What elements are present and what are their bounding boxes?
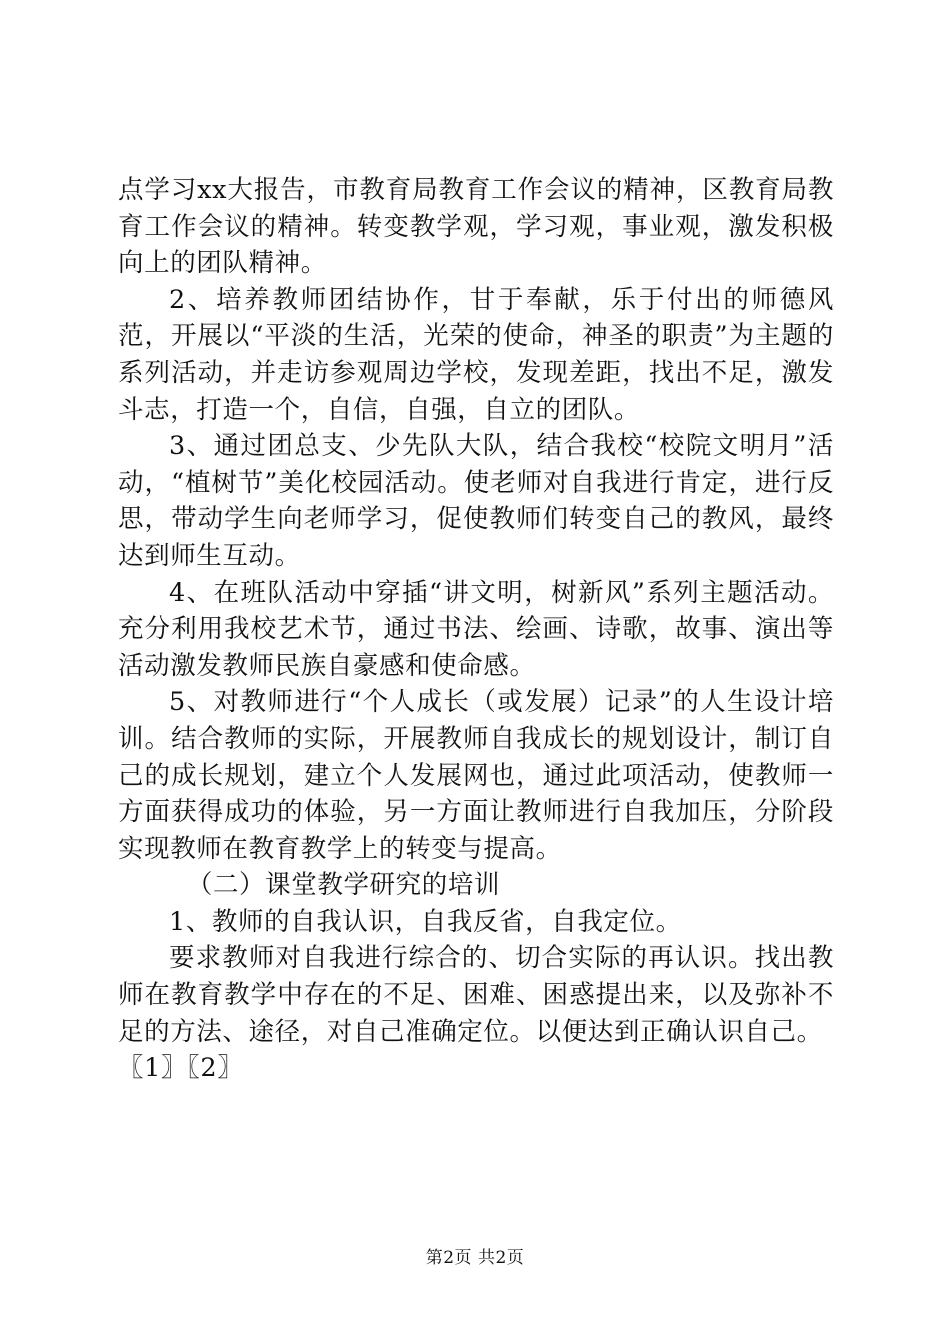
- reference-links: 〖1〗〖2〗: [118, 1053, 244, 1084]
- paragraph-2: 2、培养教师团结协作，甘于奉献，乐于付出的师德风范，开展以“平淡的生活，光荣的使命，神圣的职责”为主题的系列活动，并走访参观周边学校，发现差距，找出不足，激发斗志，打造一个，自信，自强，自立的团队。: [118, 284, 834, 425]
- paragraph-6: 1、教师的自我认识，自我反省，自我定位。: [169, 906, 682, 937]
- document-body: [118, 172, 834, 1087]
- paragraph-4: 4、在班队活动中穿插“讲文明，树新风”系列主题活动。充分利用我校艺术节，通过书法、绘画、诗歌，故事、演出等活动激发教师民族自豪感和使命感。: [118, 577, 834, 681]
- paragraph-1: 点学习xx大报告，市教育局教育工作会议的精神，区教育局教育工作会议的精神。转变教学观，学习观，事业观，激发积极向上的团队精神。: [118, 175, 834, 279]
- paragraph-7: 要求教师对自我进行综合的、切合实际的再认识。找出教师在教育教学中存在的不足、困难、困惑提出来，以及弥补不足的方法、途径，对自己准确定位。以便达到正确认识自己。: [118, 943, 834, 1047]
- paragraph-3: 3、通过团总支、少先队大队，结合我校“校院文明月”活动，“植树节”美化校园活动。使老师对自我进行肯定，进行反思，带动学生向老师学习，促使教师们转变自己的教风，最终达到师生互动。: [118, 431, 834, 571]
- paragraph-5: 5、对教师进行“个人成长（或发展）记录”的人生设计培训。结合教师的实际，开展教师自我成长的规划设计，制订自己的成长规划，建立个人发展网也，通过此项活动，使教师一方面获得成功的体验，另一方面让教师进行自我加压，分阶段实现教师在教育教学上的转变与提高。: [118, 687, 834, 864]
- page-footer: 第2页 共2页: [425, 1248, 525, 1268]
- section-heading: （二）课堂教学研究的培训: [186, 870, 501, 901]
